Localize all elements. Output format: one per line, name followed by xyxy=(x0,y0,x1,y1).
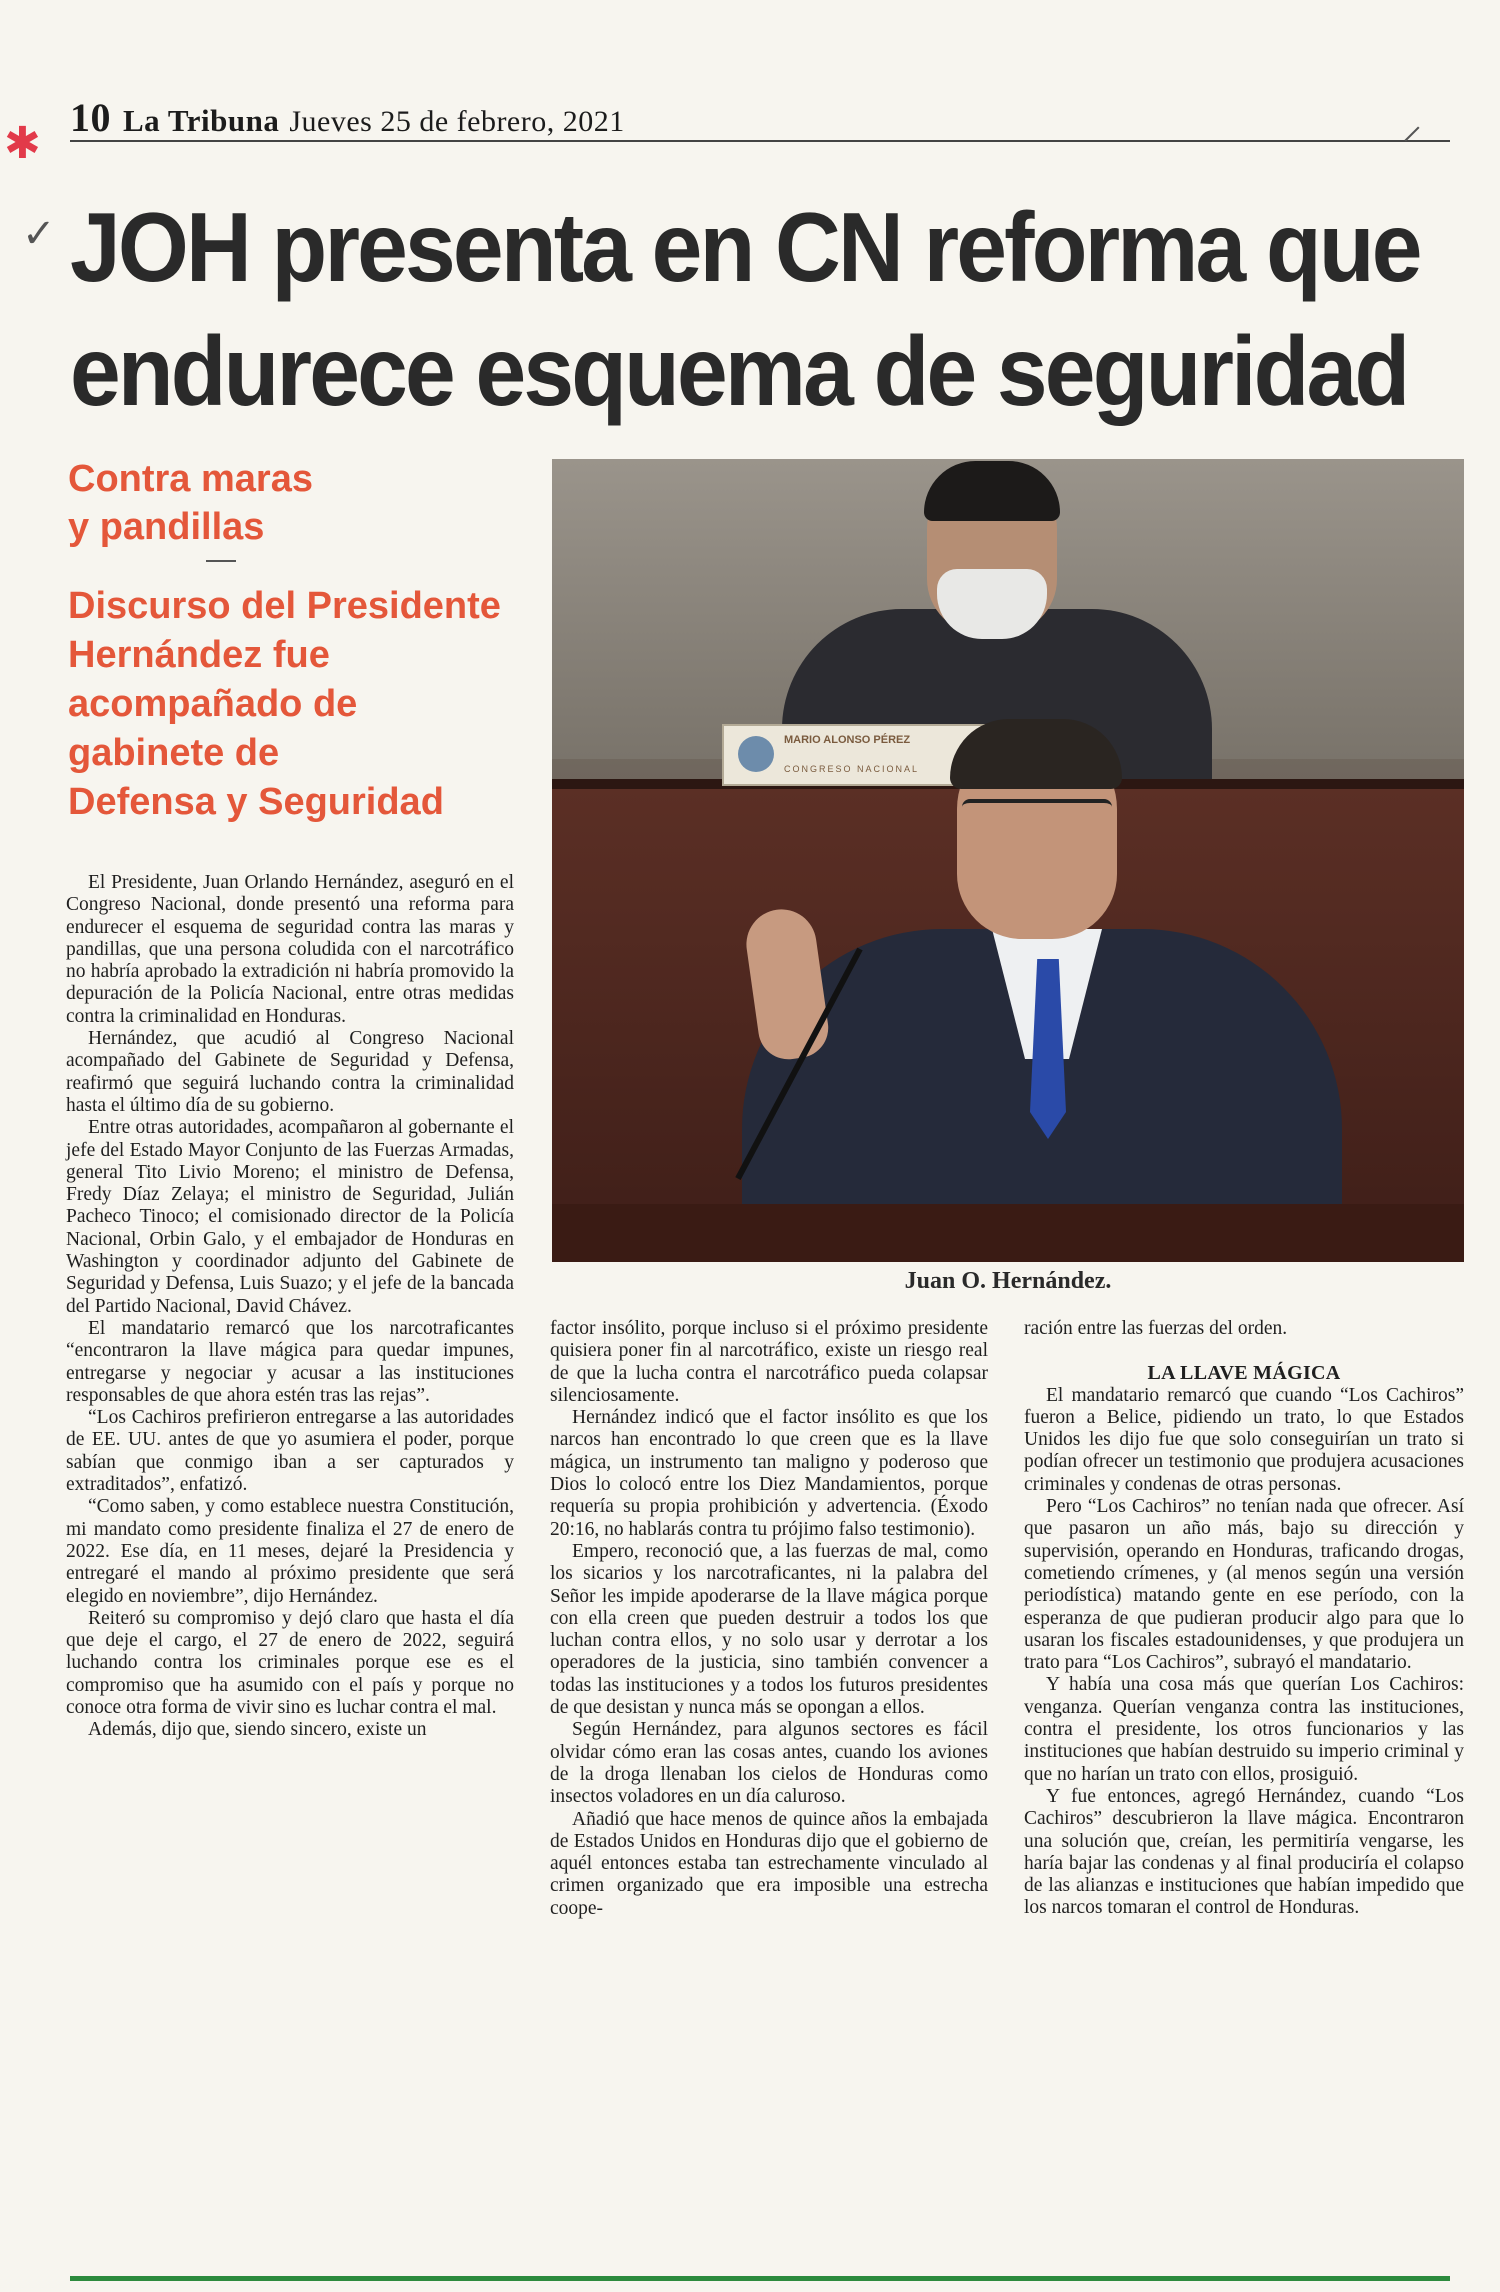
section-subhead: LA LLAVE MÁGICA xyxy=(1147,1362,1341,1385)
face-mask xyxy=(937,569,1047,639)
deck-line: gabinete de xyxy=(68,732,280,774)
paragraph: Hernández indicó que el factor insólito es que los narcos han encontrado lo que creen que es la llave mágica, un instrumento tan maligno y poderoso que Dios lo colocó entre los Diez Mandamientos, porque requería su propia prohibición y advertencia. (Éxodo 20:16, no hablarás contra tu prójimo falso testimonio). xyxy=(550,1407,988,1540)
page-header xyxy=(70,94,625,141)
article-column-3 xyxy=(1024,1318,1464,1920)
paragraph: Añadió que hace menos de quince años la embajada de Estados Unidos en Honduras dijo que el gobierno de aquél entonces estaba tan estrechamente vinculado al crimen organizado que era imposible una estrecha coope- xyxy=(550,1808,988,1919)
kicker-line-2: y pandillas xyxy=(68,506,265,548)
red-star-mark-icon: ✱ xyxy=(4,119,41,168)
paragraph: “Los Cachiros prefirieron entregarse a las autoridades de EE. UU. antes de que yo asumiera el poder, porque sabían que conmigo iban a ser capturados y extraditados”, enfatizó. xyxy=(66,1407,514,1496)
pen-corner-mark-icon: ⸍ xyxy=(1402,119,1422,164)
pen-tick-mark-icon: ✓ xyxy=(22,211,56,256)
headline-line-1: JOH presenta en CN reforma que xyxy=(70,192,1420,302)
nameplate-name: MARIO ALONSO PÉREZ xyxy=(784,734,911,746)
news-photo xyxy=(552,459,1464,1262)
podium xyxy=(552,1204,1464,1262)
paragraph: Y fue entonces, agregó Hernández, cuando “Los Cachiros” descubrieron la llave mágica. Encontraron una solución que, creían, les permitiría vengarse, les haría bajar las condenas y al final produciría el colapso de las alianzas e instituciones que habían impedido que los narcos tomaran el control de Honduras. xyxy=(1024,1785,1464,1919)
paragraph: Reiteró su compromiso y dejó claro que hasta el día que deje el cargo, el 27 de enero de 2022, seguirá luchando contra los criminales porque ese es el compromiso que ha asumido con el país y porque no conoce otra forma de vivir sino es luchar contra el mal. xyxy=(66,1607,514,1718)
paragraph: El mandatario remarcó que cuando “Los Cachiros” fueron a Belice, pidiendo un trato, lo que Estados Unidos les dijo fue que solo conseguirían un trato si podían ofrecer un testimonio que produjera acusaciones criminales y condenas de otras personas. xyxy=(1024,1384,1464,1495)
nameplate-institution: CONGRESO NACIONAL xyxy=(784,764,920,774)
kicker-line-1: Contra maras xyxy=(68,458,313,500)
paragraph: Según Hernández, para algunos sectores es fácil olvidar cómo eran las cosas antes, cuando los aviones de la droga llenaban los cielos de Honduras como insectos voladores en un día caluroso. xyxy=(550,1719,988,1808)
headline-line-2: endurece esquema de seguridad xyxy=(70,316,1408,426)
photo-caption: Juan O. Hernández. xyxy=(904,1268,1112,1294)
kicker-dash xyxy=(206,560,236,562)
headline xyxy=(70,185,1420,433)
paragraph: Y había una cosa más que querían Los Cachiros: venganza. Querían venganza contra las instituciones, contra el presidente, los otros funcionarios y las instituciones que habían destruido su imperio criminal y que no harían un trato con ellos, prosiguió. xyxy=(1024,1674,1464,1785)
paragraph: ración entre las fuerzas del orden. xyxy=(1024,1318,1288,1339)
speaker-hair xyxy=(950,719,1122,789)
seal-icon xyxy=(738,736,774,772)
paragraph: Además, dijo que, siendo sincero, existe un xyxy=(88,1719,427,1741)
kicker xyxy=(68,455,548,551)
newspaper-name: La Tribuna xyxy=(123,103,280,138)
paragraph: Empero, reconoció que, a las fuerzas de mal, como los sicarios y los narcotraficantes, ni la palabra del Señor les impide apoderarse de la llave mágica porque con ella creen que pueden destruir a todos los que luchan contra ellos, y no solo usar y derrotar a los operadores de la justicia, sino también convencer a todas las instituciones y a todos los futuros presidentes de que desistan y nunca más se opongan a ellos. xyxy=(550,1540,988,1719)
paragraph: Entre otras autoridades, acompañaron al gobernante el jefe del Estado Mayor Conjunto de las Fuerzas Armadas, general Tito Livio Moreno; el ministro de Defensa, Fredy Díaz Zelaya; el ministro de Seguridad, Julián Pacheco Tinoco; el comisionado director de la Policía Nacional, Orbin Galo, y el embajador de Honduras en Washington y coordinador adjunto del Gabinete de Seguridad y Defensa, Luis Suazo; y el jefe de la bancada del Partido Nacional, David Chávez. xyxy=(66,1117,514,1317)
header-rule xyxy=(70,140,1450,142)
paragraph: factor insólito, porque incluso si el próximo presidente quisiera poner fin al narcotráfico, existe un riesgo real de que la lucha contra el narcotráfico pueda colapsar silenciosamente. xyxy=(550,1318,988,1406)
deck-line: Hernández fue xyxy=(68,634,330,676)
paragraph: “Como saben, y como establece nuestra Constitución, mi mandato como presidente finaliza el 27 de enero de 2022. Ese día, en 11 meses, dejaré la Presidencia y entregaré el mando al próximo presidente que será elegido en noviembre”, dijo Hernández. xyxy=(66,1496,514,1607)
footer-rule xyxy=(70,2276,1450,2281)
article-column-1 xyxy=(66,872,514,1742)
paragraph: Pero “Los Cachiros” no tenían nada que ofrecer. Así que pasaron un año más, bajo su dirección y supervisión, operando en Honduras, traficando drogas, cometiendo crímenes, y (al menos según una versión periodística) matando gente en ese período, con la esperanza de que pudieran producir algo para que lo usaran los fiscales estadounidenses, y que produjera un trato para “Los Cachiros”, subrayó el mandatario. xyxy=(1024,1496,1464,1674)
paragraph: El Presidente, Juan Orlando Hernández, aseguró en el Congreso Nacional, donde presentó una reforma para endurecer el esquema de seguridad contra las maras y pandillas, que una persona coludida con el narcotráfico no habría aprobado la extradición ni habría promovido la depuración de la Policía Nacional, entre otras medidas contra la criminalidad en Honduras. xyxy=(66,872,514,1027)
deck-line: Defensa y Seguridad xyxy=(68,781,444,823)
paragraph: Hernández, que acudió al Congreso Nacional acompañado del Gabinete de Seguridad y Defensa, reafirmó que seguirá luchando contra la criminalidad hasta el último día de su gobierno. xyxy=(66,1028,514,1116)
speaker-glasses xyxy=(962,799,1112,833)
deck-line: Discurso del Presidente xyxy=(68,585,501,627)
page-number: 10 xyxy=(70,95,111,140)
paragraph: El mandatario remarcó que los narcotraficantes “encontraron la llave mágica para quedar impunes, entregarse y negociar y acusar a las instituciones responsables de que ahora estén tras las rejas”. xyxy=(66,1317,514,1406)
deck-line: acompañado de xyxy=(68,683,358,725)
article-column-2 xyxy=(550,1318,988,1920)
deck xyxy=(68,582,558,827)
issue-date: Jueves 25 de febrero, 2021 xyxy=(289,105,625,138)
